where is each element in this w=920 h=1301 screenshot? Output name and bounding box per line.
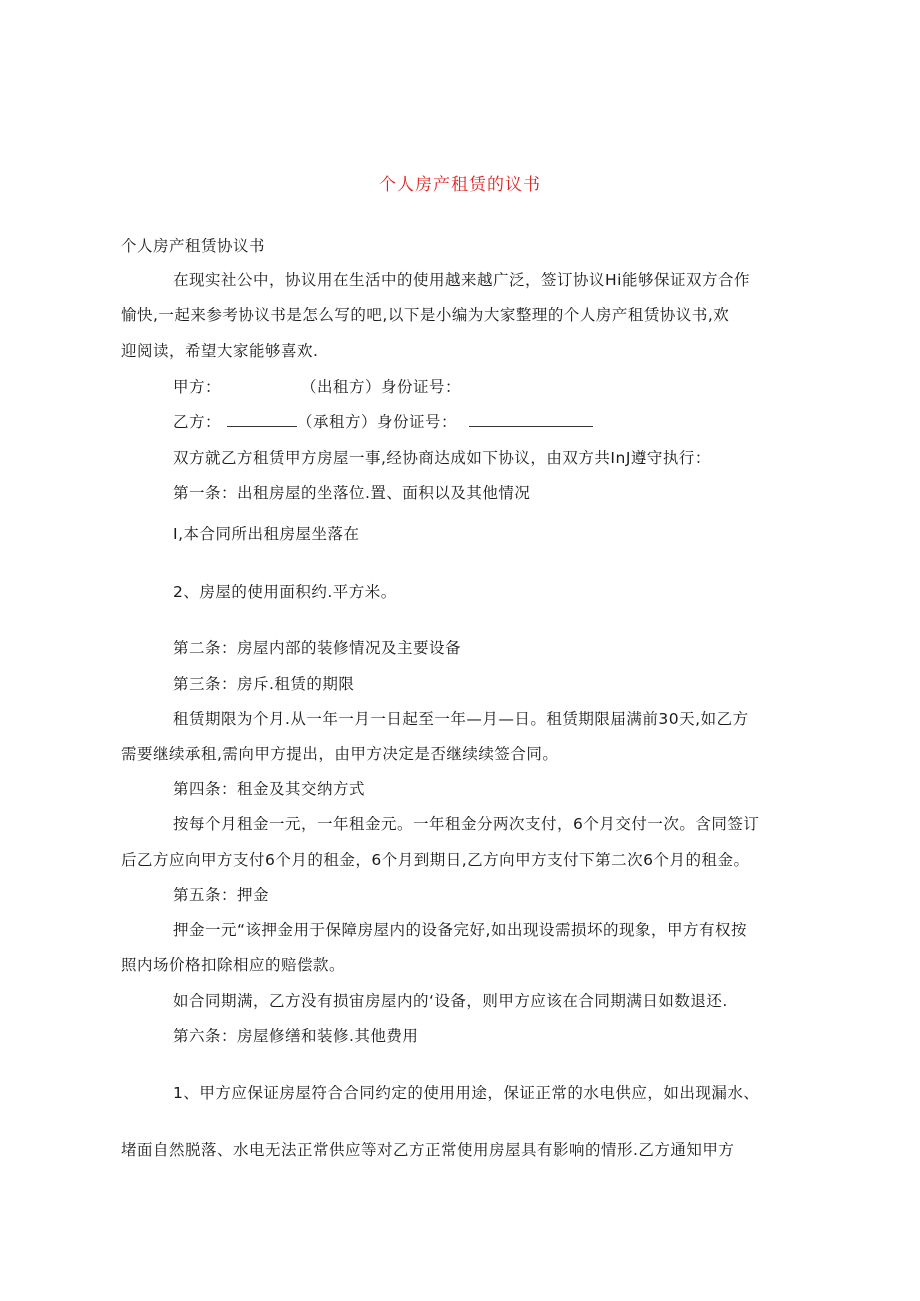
article-3-heading: 第三条：房斥.租赁的期限 — [173, 675, 355, 693]
party-b-role: （承租方）身份证号： — [297, 413, 458, 431]
intro-line-3: 迎阅读，希望大家能够喜欢. — [121, 342, 319, 360]
article-6-heading: 第六条：房屋修缮和装修.其他费用 — [173, 1027, 419, 1045]
agreement-line: 双方就乙方租赁甲方房屋一事,经协商达成如下协议，由双方共InJ遵守执行： — [173, 449, 711, 467]
intro-line-2: 愉快,一起来参考协议书是怎么写的吧,以下是小编为大家整理的个人房产租赁协议书,欢 — [121, 306, 730, 324]
article-3-body-1: 租赁期限为个月.从一年一月一日起至一年—月—日。租赁期限届满前30天,如乙方 — [173, 710, 749, 728]
article-5-body-1: 押金一元“该押金用于保障房屋内的设备完好,如出现设需损坏的现象，甲方有权按 — [173, 921, 747, 939]
article-4-body-1: 按每个月租金一元，一年租金元。一年租金分两次支付，6个月交付一次。含同签订 — [173, 815, 760, 833]
article-6-body-2: 堵面自然脱落、水电无法正常供应等对乙方正常使用房屋具有影响的情形.乙方通知甲方 — [121, 1141, 735, 1159]
article-1-heading: 第一条：出租房屋的坐落位.置、面积以及其他情况 — [173, 484, 531, 502]
article-4-heading: 第四条：租金及其交纳方式 — [173, 780, 366, 798]
document-title: 个人房产租赁的议书 — [379, 175, 541, 195]
article-6-body-1: 1、甲方应保证房屋符合合同约定的使用用途，保证正常的水电供应，如出现漏水、 — [173, 1084, 760, 1102]
party-b-line — [173, 412, 593, 432]
article-5-heading: 第五条：押金 — [173, 886, 270, 904]
article-4-body-2: 后乙方应向甲方支付6个月的租金，6个月到期日,乙方向甲方支付下第二次6个月的租金。 — [121, 851, 750, 869]
article-1-item-2: 2、房屋的使用面积约.平方米。 — [173, 583, 397, 601]
party-a-line — [173, 377, 461, 397]
article-2-heading: 第二条：房屋内部的装修情况及主要设备 — [173, 639, 462, 657]
article-3-body-2: 需要继续承租,需向甲方提出，由甲方决定是否继续续签合同。 — [121, 745, 559, 763]
party-b-id-blank — [469, 412, 593, 427]
party-b-name-blank — [227, 412, 297, 427]
document-subtitle: 个人房产租赁协议书 — [121, 237, 266, 255]
intro-line-1: 在现实社公中，协议用在生活中的使用越来越广泛，签订协议Hi能够保证双方合作 — [173, 271, 750, 289]
article-1-item-1: I,本合同所出租房屋坐落在 — [173, 525, 360, 543]
party-a-role: （出租方）身份证号： — [301, 378, 462, 396]
article-5-body-2: 照内场价格扣除相应的赔偿款。 — [121, 956, 346, 974]
article-5-refund: 如合同期满，乙方没有损宙房屋内的‘设备，则甲方应该在合同期满日如数退还. — [173, 992, 728, 1010]
party-a-label: 甲方： — [173, 378, 222, 396]
party-b-label: 乙方： — [173, 413, 222, 431]
